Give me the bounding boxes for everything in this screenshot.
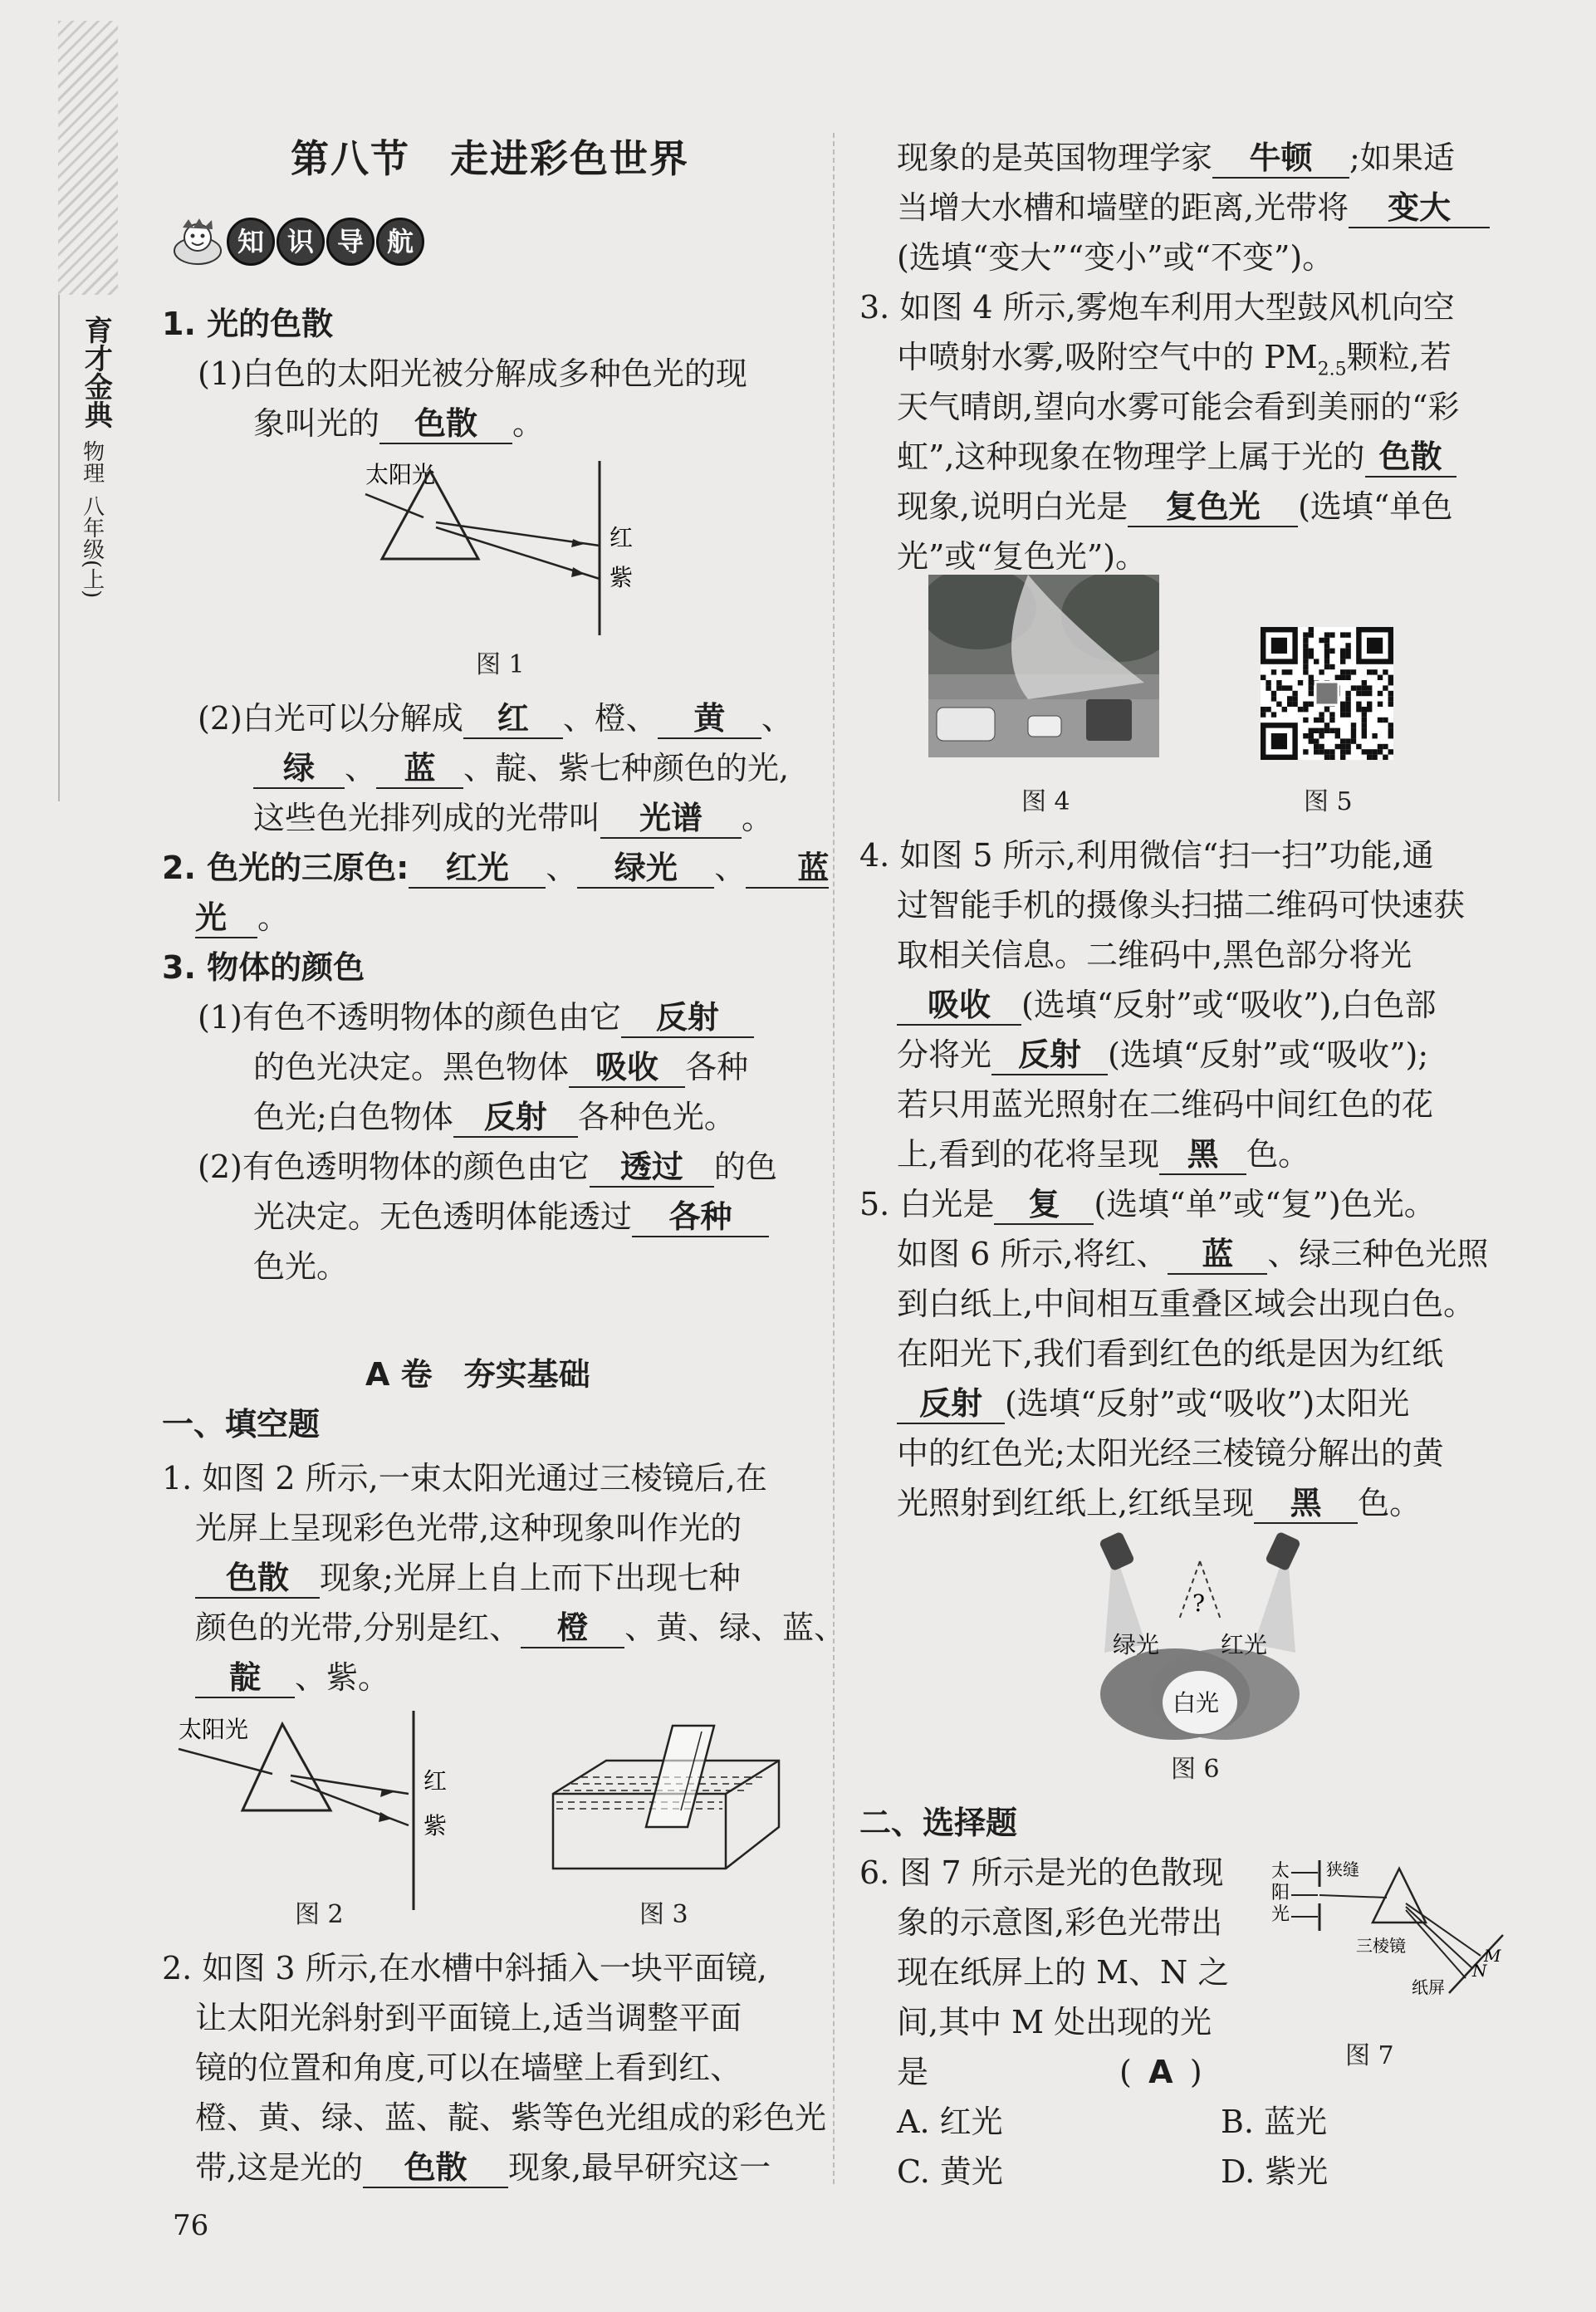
- answer-blank: 反射: [453, 1098, 578, 1138]
- answer-blank: 红光: [409, 849, 546, 889]
- fig6-red-label: 红光: [1221, 1631, 1268, 1658]
- answer-blank: 吸收: [897, 986, 1021, 1026]
- q1-2-line1: (2)白光可以分解成 红 、橙、 黄 、: [198, 693, 793, 743]
- q3-2-line1: (2)有色透明物体的颜色由它 透过 的色: [198, 1142, 777, 1192]
- answer-blank: 绿光: [577, 849, 714, 889]
- q3-2-line2: 光决定。无色透明体能透过 各种: [253, 1192, 769, 1242]
- figure-1-prism: [357, 453, 656, 644]
- answer-blank: 绿: [253, 749, 345, 789]
- fig2-purple-label: 紫: [423, 1812, 448, 1839]
- q1-heading: 1. 光的色散: [162, 306, 334, 342]
- q6-line1: 6. 图 7 所示是光的色散现: [859, 1854, 1224, 1891]
- answer-blank: 反射: [897, 1384, 1005, 1424]
- answer-blank: 靛: [195, 1658, 295, 1698]
- q6-line4: 间,其中 M 处出现的光: [897, 2004, 1212, 2040]
- answer-blank: 黄: [658, 699, 761, 739]
- section-title: 第八节 走进彩色世界: [291, 136, 689, 181]
- q3r-line1: 3. 如图 4 所示,雾炮车利用大型鼓风机向空: [859, 289, 1455, 326]
- answer-blank: 复色光: [1128, 487, 1298, 527]
- answer-blank: 吸收: [569, 1048, 685, 1088]
- figure-2-prism: [174, 1711, 473, 1910]
- brand-name: 育才金典: [79, 316, 113, 429]
- q4-line3: 取相关信息。二维码中,黑色部分将光: [897, 937, 1412, 973]
- fig2-caption: 图 2: [295, 1900, 344, 1929]
- fig3-caption: 图 3: [639, 1900, 688, 1929]
- q3r-line5: 现象,说明白光是 复色光 (选填“单色: [897, 482, 1452, 531]
- q3r-line3: 天气晴朗,望向水雾可能会看到美丽的“彩: [897, 389, 1460, 425]
- column-divider: [833, 133, 835, 2184]
- figure-6-color-mixing: [1096, 1528, 1304, 1744]
- fill-in-heading: 一、填空题: [162, 1406, 321, 1443]
- p1-line3: 色散 现象;光屏上自上而下出现七种: [195, 1553, 741, 1603]
- fig7-slit-label: 狭缝: [1326, 1859, 1359, 1879]
- q5-line7: 光照射到红纸上,红纸呈现 黑 色。: [897, 1478, 1421, 1528]
- q4-line5: 分将光 反射 (选填“反射”或“吸收”);: [897, 1030, 1428, 1080]
- grade: 八年级(上): [79, 495, 105, 599]
- option-c: C. 黄光: [897, 2153, 1003, 2190]
- p1-line5: 靛 、紫。: [195, 1653, 389, 1702]
- knowledge-nav-badge: [170, 216, 424, 267]
- nav-chip: 知: [227, 218, 275, 266]
- q3-1-line2: 的色光决定。黑色物体 吸收 各种: [253, 1042, 748, 1092]
- q1-2-line2: 绿 、 蓝 、靛、紫七种颜色的光,: [253, 743, 789, 793]
- svg-text:阳: 阳: [1271, 1883, 1290, 1903]
- answer-blank: 红: [463, 699, 563, 739]
- answer-blank: 变大: [1349, 189, 1490, 228]
- p1-line4: 颜色的光带,分别是红、 橙 、黄、绿、蓝、: [195, 1603, 845, 1653]
- answer-blank: 色散: [379, 404, 512, 444]
- q4-line7: 上,看到的花将呈现 黑 色。: [897, 1129, 1310, 1179]
- q5-line3: 到白纸上,中间相互重叠区域会出现白色。: [897, 1286, 1476, 1322]
- fig6-white-label: 白光: [1173, 1689, 1220, 1717]
- option-a: A. 红光: [897, 2104, 1003, 2140]
- p2-line3: 镜的位置和角度,可以在墙壁上看到红、: [195, 2050, 742, 2086]
- q4-line1: 4. 如图 5 所示,利用微信“扫一扫”功能,通: [859, 837, 1434, 874]
- answer-blank: 复: [994, 1185, 1094, 1225]
- answer-blank: 透过: [590, 1148, 714, 1188]
- r-line1: 现象的是英国物理学家 牛顿 ;如果适: [897, 133, 1455, 183]
- q3-1-line1: (1)有色不透明物体的颜色由它 反射: [198, 992, 754, 1042]
- q3r-line6: 光”或“复色光”)。: [897, 538, 1148, 575]
- figure-5-qr-code: [1261, 627, 1393, 760]
- fig7-caption: 图 7: [1345, 2041, 1394, 2070]
- spine-label: [80, 316, 113, 598]
- q4-line4: 吸收 (选填“反射”或“吸收”),白色部: [897, 980, 1436, 1030]
- nav-chip: 导: [326, 218, 375, 266]
- p2-line1: 2. 如图 3 所示,在水槽中斜插入一块平面镜,: [162, 1950, 767, 1986]
- fig1-caption: 图 1: [476, 650, 525, 679]
- answer-blank: 各种: [632, 1198, 769, 1237]
- choice-heading: 二、选择题: [859, 1805, 1018, 1841]
- fig4-caption: 图 4: [1021, 787, 1070, 816]
- q1-2-line3: 这些色光排列成的光带叫 光谱 。: [253, 793, 773, 843]
- q4-line2: 过智能手机的摄像头扫描二维码可快速获: [897, 887, 1466, 923]
- fig6-caption: 图 6: [1171, 1755, 1220, 1784]
- p2-line2: 让太阳光斜射到平面镜上,适当调整平面: [195, 2000, 742, 2036]
- p1-line1: 1. 如图 2 所示,一束太阳光通过三棱镜后,在: [162, 1460, 767, 1496]
- fig2-sun-label: 太阳光: [179, 1716, 249, 1743]
- q6-line5: 是 ( A ): [897, 2047, 1202, 2097]
- answer-blank: 蓝: [1168, 1235, 1267, 1275]
- svg-text:太: 太: [1271, 1861, 1290, 1882]
- answer-blank: 黑: [1159, 1135, 1246, 1175]
- q3-2-line3: 色光。: [253, 1248, 349, 1285]
- figure-7-dispersion: [1266, 1852, 1507, 1997]
- p2-line5: 带,这是光的 色散 现象,最早研究这一: [195, 2143, 771, 2192]
- answer-blank: 蓝: [376, 749, 463, 789]
- figure-3-water-tank: [548, 1719, 789, 1885]
- svg-text:光: 光: [1271, 1904, 1290, 1925]
- q6-line3: 现在纸屏上的 M、N 之: [897, 1954, 1230, 1991]
- answer-blank: 牛顿: [1212, 139, 1349, 179]
- q2-line1: 2. 色光的三原色: 红光 、 绿光 、 蓝: [162, 843, 829, 893]
- answer-blank: 光: [195, 899, 257, 938]
- q4-line6: 若只用蓝光照射在二维码中间红色的花: [897, 1086, 1434, 1123]
- answer-blank: 光谱: [600, 799, 742, 839]
- q1-1-line2: 象叫光的 色散 。: [253, 399, 544, 448]
- spine-divider: [58, 295, 60, 801]
- fig6-question-mark: ?: [1192, 1590, 1206, 1617]
- answer-blank: 反射: [621, 998, 754, 1038]
- r-line2: 当增大水槽和墙壁的距离,光带将 变大: [897, 183, 1490, 233]
- answer-blank: 色散: [1365, 438, 1456, 478]
- q5-line2: 如图 6 所示,将红、 蓝 、绿三种色光照: [897, 1229, 1488, 1279]
- r-line3: (选填“变大”“变小”或“不变”)。: [897, 239, 1334, 276]
- q5-line4: 在阳光下,我们看到红色的纸是因为红纸: [897, 1335, 1444, 1372]
- q1-1-line1: (1)白色的太阳光被分解成多种色光的现: [198, 355, 747, 392]
- subject: 物理: [79, 440, 105, 483]
- fig2-red-label: 红: [423, 1767, 448, 1795]
- answer-blank: 色散: [363, 2148, 508, 2188]
- fig5-caption: 图 5: [1304, 787, 1353, 816]
- answer-blank: 反射: [991, 1036, 1108, 1075]
- option-b: B. 蓝光: [1221, 2104, 1328, 2140]
- option-d: D. 紫光: [1221, 2153, 1329, 2190]
- q6-line2: 象的示意图,彩色光带出: [897, 1904, 1223, 1941]
- q3-heading: 3. 物体的颜色: [162, 949, 365, 986]
- fig7-prism-label: 三棱镜: [1356, 1936, 1406, 1956]
- answer-choice: A: [1148, 2054, 1173, 2090]
- p2-line4: 橙、黄、绿、蓝、靛、紫等色光组成的彩色光: [195, 2099, 827, 2136]
- mascot-icon: [170, 218, 225, 266]
- p1-line2: 光屏上呈现彩色光带,这种现象叫作光的: [195, 1510, 742, 1546]
- fig1-sun-label: 太阳光: [365, 461, 436, 488]
- figure-4-photo: [928, 575, 1159, 757]
- fig1-purple-label: 紫: [610, 564, 634, 591]
- q3-1-line3: 色光;白色物体 反射 各种色光。: [253, 1092, 736, 1142]
- answer-blank: 橙: [521, 1609, 624, 1648]
- fig7-screen-label: 纸屏: [1412, 1977, 1445, 1997]
- q5-line6: 中的红色光;太阳光经三棱镜分解出的黄: [897, 1435, 1444, 1472]
- section-a-heading: A 卷 夯实基础: [365, 1356, 590, 1393]
- q3r-line4: 虹”,这种现象在物理学上属于光的 色散: [897, 432, 1456, 482]
- fig6-green-label: 绿光: [1113, 1631, 1160, 1658]
- nav-chip: 识: [277, 218, 325, 266]
- fig1-red-label: 红: [610, 524, 634, 551]
- fig7-M-label: M: [1484, 1946, 1501, 1966]
- answer-blank: 黑: [1254, 1484, 1358, 1524]
- page-number: 76: [173, 2209, 209, 2242]
- q2-line2: 光 。: [195, 893, 289, 943]
- q5-line5: 反射 (选填“反射”或“吸收”)太阳光: [897, 1379, 1409, 1428]
- nav-chip: 航: [376, 218, 424, 266]
- q3r-line2: 中喷射水雾,吸附空气中的 $PM_{2.5}$颗粒,若: [897, 339, 1452, 380]
- hatched-spine: [58, 21, 118, 295]
- answer-blank: 色散: [195, 1559, 320, 1599]
- q5-line1: 5. 白光是 复 (选填“单”或“复”)色光。: [859, 1179, 1436, 1229]
- fig7-N-label: N: [1472, 1961, 1487, 1981]
- answer-blank: 蓝: [746, 849, 829, 889]
